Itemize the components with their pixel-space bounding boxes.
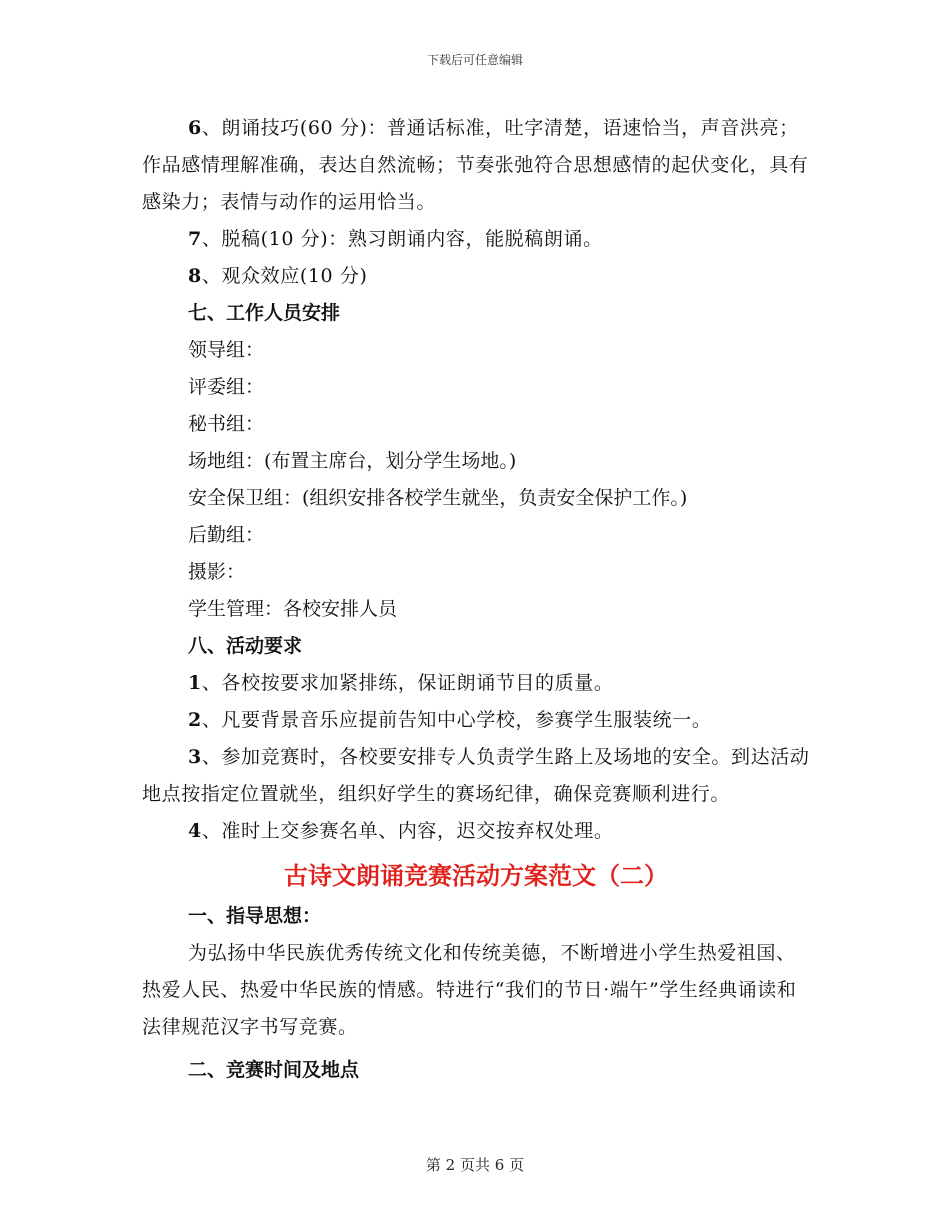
item-number: 7 [188,228,202,250]
document-body [142,110,810,1089]
role-secretariat: 秘书组： [188,413,265,435]
scoring-item-8 [142,258,810,295]
role-leadership: 领导组： [188,339,265,361]
role-venue: 场地组：(布置主席台，划分学生场地。) [188,450,517,472]
item-number: 6 [188,117,202,139]
scoring-item-7 [142,221,810,258]
page-header: 下载后可任意编辑 [426,53,523,67]
item-text: 、朗诵技巧(60 分)：普通话标准，吐字清楚，语速恰当，声音洪亮；作品感情理解准确，表达自然流畅；节奏张弛符合思想感情的起伏变化，具有感染力；表情与动作的运用恰当。 [142,117,809,213]
scoring-item-6 [142,110,810,221]
requirement-4 [142,813,810,850]
item-text: 、观众效应(10 分) [201,265,368,287]
item-text: 、脱稿(10 分)：熟习朗诵内容，能脱稿朗诵。 [201,228,603,250]
item-number: 8 [188,265,202,287]
section-heading-requirements: 八、活动要求 [188,635,303,657]
section-heading-staff: 七、工作人员安排 [188,302,341,324]
item-text: 、凡要背景音乐应提前告知中心学校，参赛学生服装统一。 [201,709,712,731]
role-judges: 评委组： [188,376,265,398]
role-logistics: 后勤组： [188,524,265,546]
item-number: 3 [188,746,202,768]
role-security: 安全保卫组：(组织安排各校学生就坐，负责安全保护工作。) [188,487,688,509]
section-heading-time-place: 二、竞赛时间及地点 [188,1059,360,1081]
item-number: 1 [188,672,202,694]
role-photography: 摄影： [188,561,246,583]
item-text: 、参加竞赛时，各校要安排专人负责学生路上及场地的安全。到达活动地点按指定位置就坐，组织好学生的赛场纪律，确保竞赛顺利进行。 [142,746,810,805]
item-text: 、准时上交参赛名单、内容，迟交按弃权处理。 [201,820,614,842]
role-student-management: 学生管理：各校安排人员 [188,598,398,620]
document-title: 古诗文朗诵竞赛活动方案范文（二） [284,862,668,890]
item-number: 4 [188,820,202,842]
item-number: 2 [188,709,202,731]
item-text: 、各校按要求加紧排练，保证朗诵节目的质量。 [201,672,614,694]
section-heading-guiding-thought: 一、指导思想： [188,905,322,927]
guiding-thought-paragraph: 为弘扬中华民族优秀传统文化和传统美德，不断增进小学生热爱祖国、热爱人民、热爱中华民族的情感。特进行“我们的节日·端午”学生经典诵读和法律规范汉字书写竞赛。 [142,942,797,1038]
requirement-2 [142,702,810,739]
page-footer: 第 2 页共 6 页 [425,1156,525,1174]
requirement-1 [142,665,810,702]
requirement-3 [142,739,810,813]
